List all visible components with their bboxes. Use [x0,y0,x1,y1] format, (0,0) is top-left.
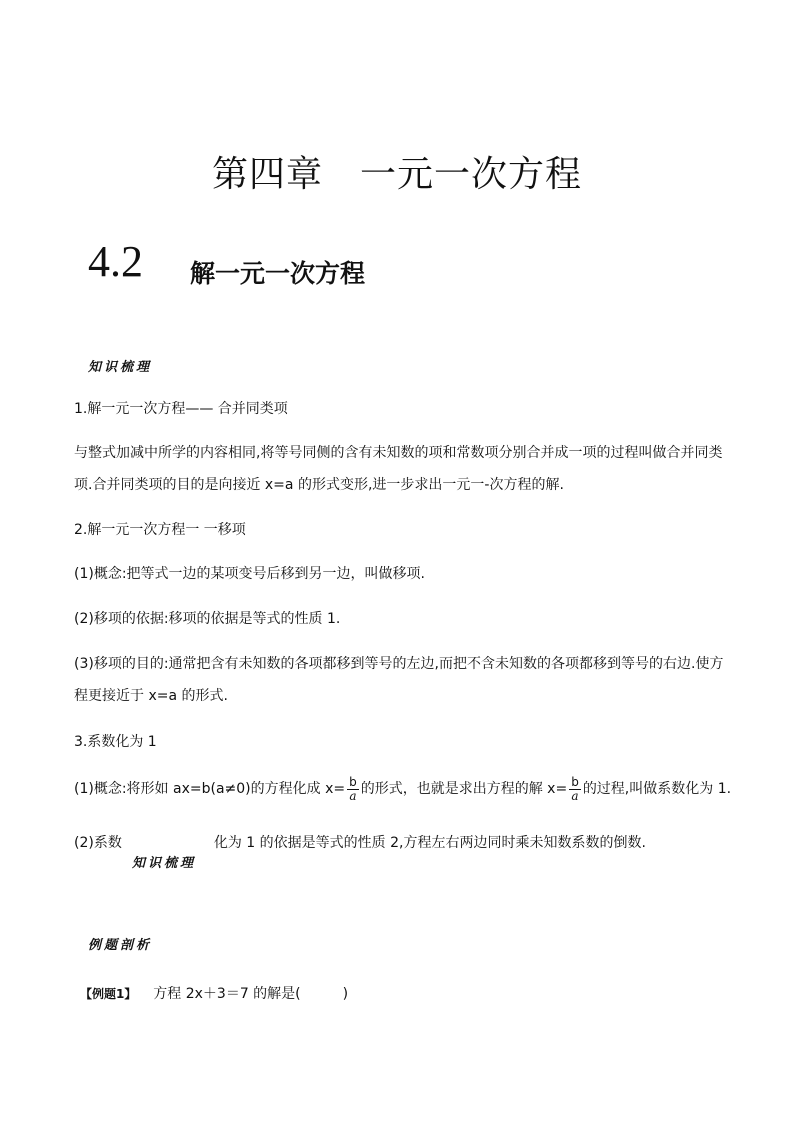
fraction-numerator: b [571,774,579,789]
paragraph-8-part-2: 的形式，也就是求出方程的解 x= [360,781,568,797]
paragraph-8 [74,770,731,808]
paragraph-9 [74,832,646,852]
fraction-b-over-a-2 [569,776,581,803]
paragraph-9-part-2: 化为 1 的依据是等式的性质 2,方程左右两边同时乘未知数系数的倒数. [213,835,646,851]
fraction-denominator: a [349,788,357,803]
knowledge-banner: 知识梳理 [88,360,153,375]
paragraph-3: 2.解一元一次方程一 一移项 [74,522,246,538]
examples-banner: 例题剖析 [88,938,153,953]
paragraph-6-line-2: 程更接近于 x=a 的形式. [74,688,228,704]
paragraph-8-part-1: (1)概念:将形如 ax=b(a≠0)的方程化成 x= [74,781,346,797]
knowledge-banner-overlap: 知识梳理 [132,856,197,871]
chapter-title: 第四章 一元一次方程 [211,154,582,195]
section-title: 解一元一次方程 [190,259,366,288]
example-question: 方程 2x＋3＝7 的解是( ) [153,986,349,1002]
section-number: 4.2 [88,237,143,286]
paragraph-1: 1.解一元一次方程—— 合并同类项 [74,401,288,417]
paragraph-4: (1)概念:把等式一边的某项变号后移到另一边，叫做移项. [74,566,425,582]
fraction-denominator: a [571,788,579,803]
paragraph-8-part-3: 的过程,叫做系数化为 1. [582,781,732,797]
fraction-b-over-a [347,776,359,803]
example-1 [80,983,348,1003]
paragraph-6-line-1: (3)移项的目的:通常把含有未知数的各项都移到等号的左边,而把不含未知数的各项都移到等号的右边.使方 [74,656,724,672]
paragraph-5: (2)移项的依据:移项的依据是等式的性质 1. [74,611,341,627]
example-tag: 【例题1】 [80,987,137,1001]
paragraph-7: 3.系数化为 1 [74,734,157,750]
paragraph-9-part-1: (2)系数 [74,835,122,851]
paragraph-2-line-1: 与整式加减中所学的内容相同,将等号同侧的含有未知数的项和常数项分别合并成一项的过程叫做合并同类 [74,445,723,461]
paragraph-2-line-2: 项.合并同类项的目的是向接近 x=a 的形式变形,进一步求出一元一-次方程的解. [74,477,564,493]
fraction-numerator: b [349,774,357,789]
